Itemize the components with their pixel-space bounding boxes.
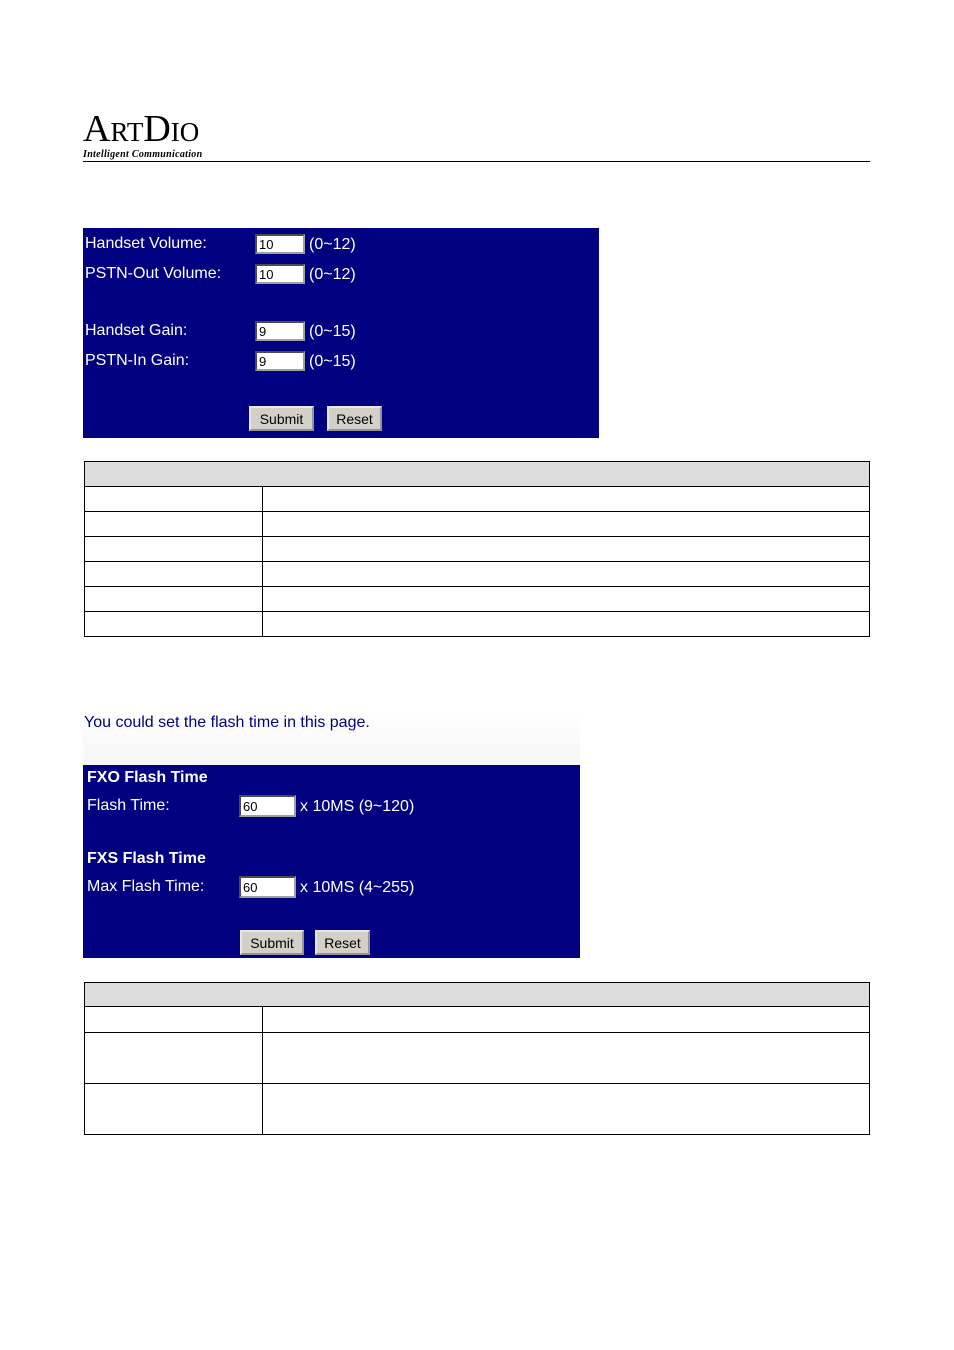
table-cell bbox=[263, 587, 870, 612]
pstn-out-volume-label: PSTN-Out Volume: bbox=[85, 265, 222, 282]
handset-gain-label: Handset Gain: bbox=[85, 322, 188, 339]
fxo-flash-time-heading: FXO Flash Time bbox=[87, 769, 208, 786]
max-flash-time-label: Max Flash Time: bbox=[87, 878, 205, 895]
table-cell bbox=[263, 562, 870, 587]
table-cell bbox=[263, 612, 870, 637]
flash-intro-text: You could set the flash time in this page. bbox=[84, 714, 370, 731]
volume-gain-panel bbox=[83, 228, 599, 438]
handset-volume-range: (0~12) bbox=[309, 236, 356, 253]
volume-submit-button[interactable]: Submit bbox=[249, 406, 314, 431]
handset-volume-input[interactable] bbox=[255, 234, 305, 254]
logo-tagline: Intelligent Communication bbox=[83, 149, 203, 160]
max-flash-time-range: x 10MS (4~255) bbox=[300, 879, 415, 896]
table-row bbox=[85, 1007, 870, 1033]
logo-letter: D bbox=[143, 108, 171, 150]
flash-time-range: x 10MS (9~120) bbox=[300, 798, 415, 815]
table-row bbox=[85, 612, 870, 637]
handset-gain-range: (0~15) bbox=[309, 323, 356, 340]
table-cell bbox=[85, 537, 263, 562]
pstn-in-gain-label: PSTN-In Gain: bbox=[85, 352, 190, 369]
table-row bbox=[85, 487, 870, 512]
table-header-cell bbox=[85, 983, 870, 1007]
logo-letters: RT bbox=[110, 117, 144, 147]
table-header-cell bbox=[85, 462, 870, 487]
pstn-in-gain-input[interactable] bbox=[255, 351, 305, 371]
flash-intro-banner bbox=[83, 709, 580, 765]
table-cell bbox=[263, 1033, 870, 1084]
header-divider bbox=[83, 161, 870, 162]
pstn-out-volume-range: (0~12) bbox=[309, 266, 356, 283]
table-cell bbox=[85, 612, 263, 637]
table-cell bbox=[85, 512, 263, 537]
logo-wordmark bbox=[83, 110, 202, 151]
table-cell bbox=[85, 1084, 263, 1135]
table-cell bbox=[263, 1084, 870, 1135]
pstn-out-volume-input[interactable] bbox=[255, 264, 305, 284]
handset-volume-label: Handset Volume: bbox=[85, 235, 207, 252]
table-cell bbox=[85, 587, 263, 612]
flash-time-label: Flash Time: bbox=[87, 797, 170, 814]
table-row bbox=[85, 1033, 870, 1084]
flash-time-panel bbox=[83, 765, 580, 958]
flash-submit-button[interactable]: Submit bbox=[240, 930, 304, 955]
table-cell bbox=[263, 512, 870, 537]
table-cell bbox=[85, 562, 263, 587]
table-row bbox=[85, 512, 870, 537]
fxs-flash-time-heading: FXS Flash Time bbox=[87, 850, 206, 867]
max-flash-time-input[interactable] bbox=[239, 876, 296, 898]
flash-description-table bbox=[84, 982, 870, 1135]
table-row bbox=[85, 537, 870, 562]
volume-reset-button[interactable]: Reset bbox=[327, 406, 382, 431]
table-cell bbox=[263, 1007, 870, 1033]
flash-time-input[interactable] bbox=[239, 795, 296, 817]
table-row bbox=[85, 562, 870, 587]
table-header-row bbox=[85, 983, 870, 1007]
table-cell bbox=[85, 1007, 263, 1033]
handset-gain-input[interactable] bbox=[255, 321, 305, 341]
logo-letter: A bbox=[83, 108, 111, 150]
table-cell bbox=[263, 487, 870, 512]
table-row bbox=[85, 1084, 870, 1135]
logo-letters: IO bbox=[170, 117, 200, 147]
table-row bbox=[85, 587, 870, 612]
table-cell bbox=[85, 487, 263, 512]
table-header-row bbox=[85, 462, 870, 487]
flash-reset-button[interactable]: Reset bbox=[315, 930, 370, 955]
table-cell bbox=[263, 537, 870, 562]
table-cell bbox=[85, 1033, 263, 1084]
artdio-logo bbox=[83, 110, 202, 160]
volume-description-table bbox=[84, 461, 870, 637]
pstn-in-gain-range: (0~15) bbox=[309, 353, 356, 370]
